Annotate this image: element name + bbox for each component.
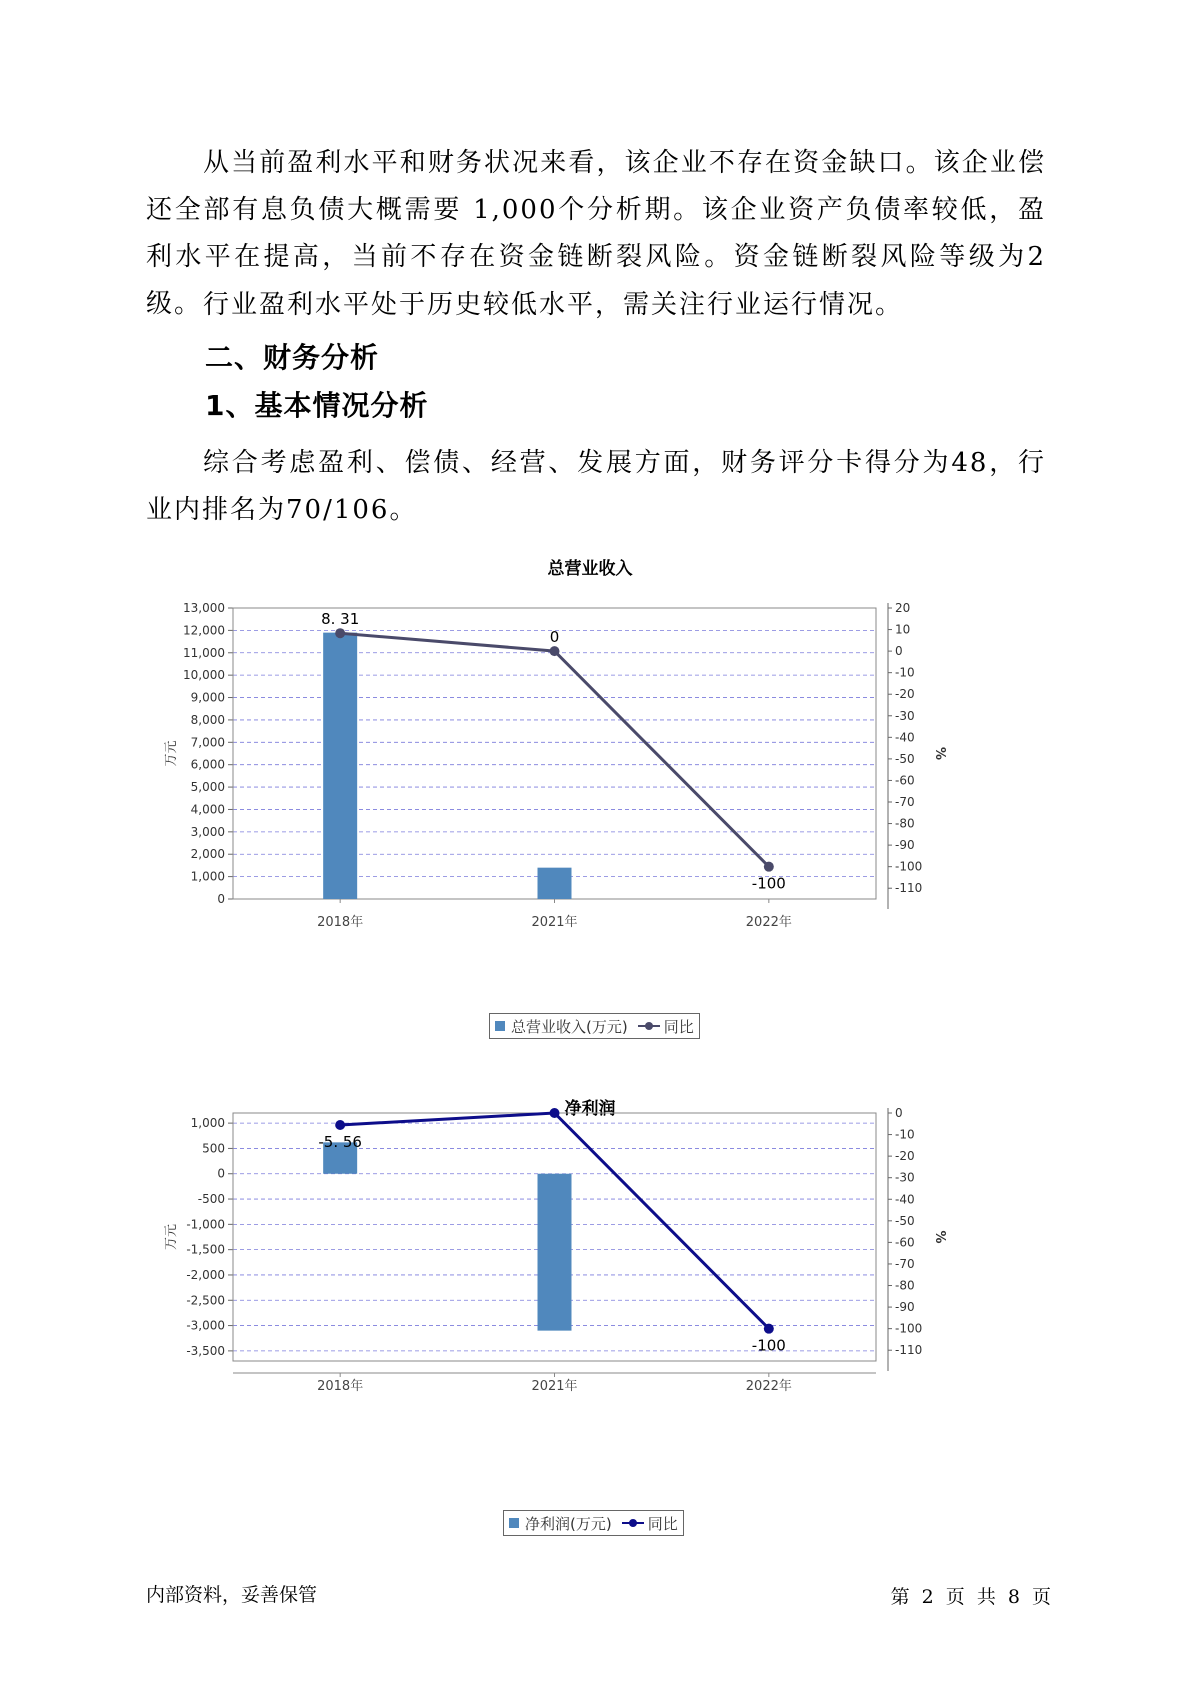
footer-page-number: 第 2 页 共 8 页 — [890, 1586, 1051, 1608]
y2-tick-label: -90 — [895, 838, 915, 853]
y2-tick-label: -30 — [895, 708, 915, 723]
line-point — [335, 628, 345, 638]
y-tick-label: -3,000 — [186, 1318, 225, 1333]
data-label: -100 — [751, 874, 786, 893]
line-point — [764, 1324, 774, 1334]
y2-tick-label: -110 — [895, 881, 923, 896]
y2-axis-label: % — [932, 746, 947, 761]
bar — [323, 633, 357, 899]
y2-tick-label: -70 — [895, 795, 915, 809]
x-tick-label: 2021年 — [531, 1379, 578, 1394]
subsection-heading-basic-analysis: 1、基本情况分析 — [205, 389, 429, 422]
chart-revenue-title: 总营业收入 — [547, 559, 633, 579]
chart-net-profit-title: 净利润 — [564, 1099, 616, 1119]
y-tick-label: 3,000 — [190, 824, 225, 839]
y-tick-label: -1,500 — [186, 1242, 225, 1257]
data-label: 0 — [549, 628, 560, 647]
y-tick-label: 8,000 — [190, 712, 225, 727]
line-point — [764, 862, 774, 872]
chart-net-profit-legend — [503, 1510, 684, 1536]
y-tick-label: 500 — [202, 1141, 225, 1156]
y2-tick-label: 0 — [895, 644, 903, 659]
y-tick-label: 13,000 — [183, 601, 225, 615]
paragraph-funding-risk: 从当前盈利水平和财务状况来看，该企业不存在资金缺口。该企业偿还全部有息负债大概需要 1,000个分析期。该企业资产负债率较低，盈利水平在提高，当前不存在资金链断裂风险。资金链断裂风险等级为2级。 — [146, 148, 1046, 319]
legend-line-swatch — [622, 1518, 644, 1528]
y2-tick-label: -30 — [895, 1170, 915, 1185]
chart-revenue — [160, 580, 1020, 940]
legend-line-swatch — [638, 1021, 660, 1031]
y2-tick-label: -80 — [895, 1278, 915, 1293]
y-tick-label: 2,000 — [190, 847, 225, 862]
y-tick-label: 6,000 — [190, 757, 225, 772]
paragraph-industry: 行业盈利水平处于历史较低水平，需关注行业运行情况。 — [203, 290, 904, 320]
y-tick-label: 1,000 — [190, 1116, 225, 1131]
y2-tick-label: -110 — [895, 1343, 923, 1358]
y-tick-label: 5,000 — [190, 780, 225, 795]
legend-bar-label: 净利润(万元) — [525, 1514, 612, 1533]
y2-tick-label: 20 — [895, 601, 911, 615]
legend-bar-label: 总营业收入(万元) — [511, 1017, 628, 1036]
y-tick-label: -1,000 — [186, 1217, 225, 1232]
data-label: 8. 31 — [321, 610, 360, 629]
y2-tick-label: -100 — [895, 859, 923, 874]
y2-tick-label: -60 — [895, 1235, 915, 1250]
x-tick-label: 2022年 — [745, 915, 792, 930]
data-label: -100 — [751, 1336, 786, 1355]
y2-tick-label: -70 — [895, 1256, 915, 1271]
y2-tick-label: -80 — [895, 816, 915, 831]
y-tick-label: 4,000 — [190, 802, 225, 817]
section-heading-financial-analysis: 二、财务分析 — [205, 341, 380, 374]
bar — [538, 1174, 572, 1331]
legend-bar-swatch — [495, 1021, 505, 1031]
y2-tick-label: 10 — [895, 622, 911, 637]
y2-tick-label: 0 — [895, 1106, 903, 1120]
y-tick-label: -500 — [197, 1192, 225, 1207]
line-point — [335, 1120, 345, 1130]
y-tick-label: -2,500 — [186, 1293, 225, 1308]
y-tick-label: 11,000 — [183, 645, 225, 660]
y2-tick-label: -50 — [895, 1213, 915, 1228]
y-tick-label: -3,500 — [186, 1343, 225, 1358]
legend-bar-swatch — [509, 1518, 519, 1528]
y-tick-label: 0 — [217, 1166, 225, 1181]
y-tick-label: 0 — [217, 892, 225, 906]
y-tick-label: 7,000 — [190, 735, 225, 750]
paragraph-scorecard: 综合考虑盈利、偿债、经营、发展方面，财务评分卡得分为48，行业内排名为70/106。 — [146, 448, 1046, 525]
y2-tick-label: -10 — [895, 665, 915, 680]
y-axis-label: 万元 — [164, 740, 179, 767]
legend-line-label: 同比 — [647, 1514, 678, 1533]
chart-revenue-legend — [489, 1013, 700, 1039]
y2-tick-label: -50 — [895, 751, 915, 766]
y-tick-label: 10,000 — [183, 668, 225, 683]
line-point — [550, 1108, 560, 1118]
y-tick-label: -2,000 — [186, 1267, 225, 1282]
y2-tick-label: -40 — [895, 1192, 915, 1207]
y2-tick-label: -90 — [895, 1300, 915, 1315]
x-tick-label: 2021年 — [531, 915, 578, 930]
y-axis-label: 万元 — [164, 1223, 179, 1251]
y-tick-label: 1,000 — [190, 869, 225, 884]
data-label: -5. 56 — [318, 1132, 362, 1151]
legend-line-label: 同比 — [663, 1017, 694, 1036]
y2-tick-label: -10 — [895, 1127, 915, 1142]
y2-tick-label: -100 — [895, 1321, 923, 1336]
line-point — [550, 646, 560, 656]
x-tick-label: 2018年 — [317, 1379, 364, 1394]
y2-tick-label: -40 — [895, 730, 915, 745]
y2-axis-label: % — [932, 1230, 947, 1244]
x-tick-label: 2022年 — [745, 1379, 792, 1394]
x-tick-label: 2018年 — [317, 915, 364, 930]
y-tick-label: 12,000 — [183, 623, 225, 638]
y2-tick-label: -20 — [895, 1149, 915, 1164]
y2-tick-label: -20 — [895, 687, 915, 702]
y-tick-label: 9,000 — [190, 690, 225, 705]
bar — [538, 868, 572, 899]
y2-tick-label: -60 — [895, 773, 915, 788]
footer-confidential-note: 内部资料，妥善保管 — [146, 1584, 318, 1606]
